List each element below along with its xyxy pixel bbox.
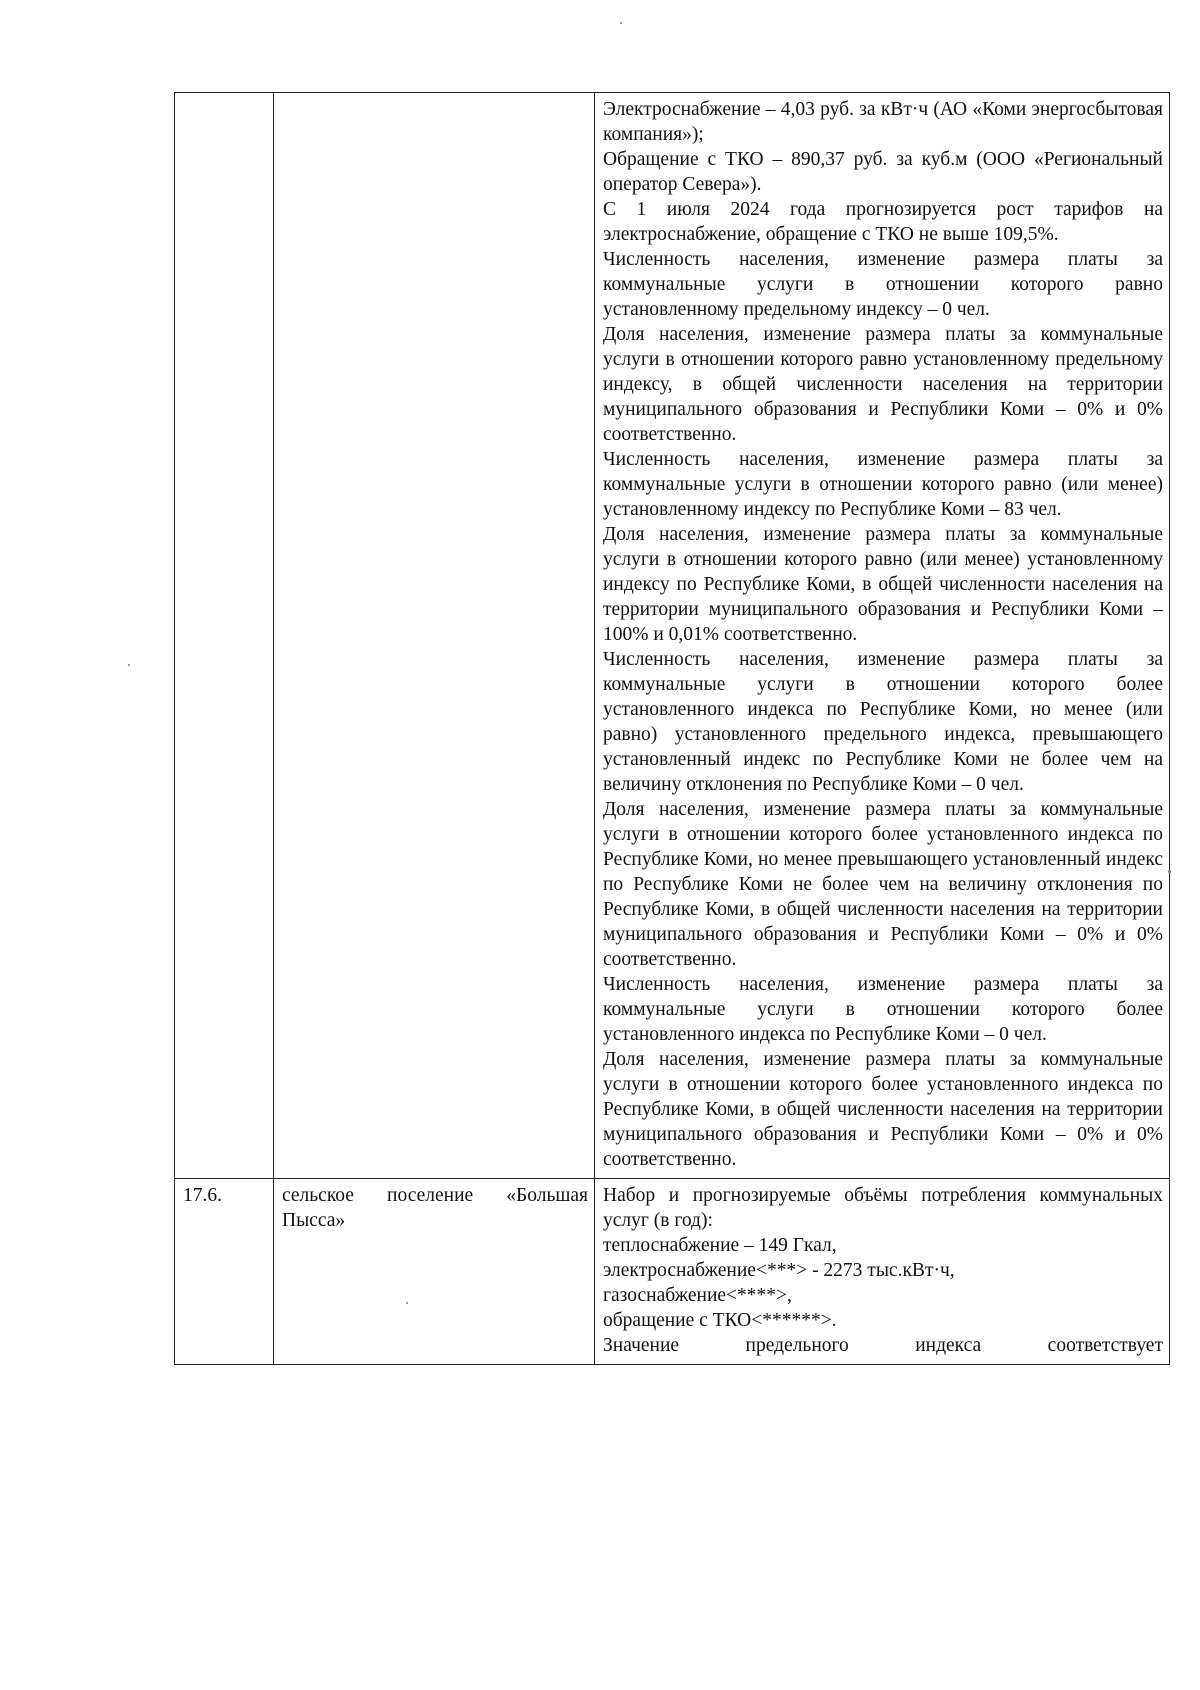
row-number-cell: 17.6. [175,1179,274,1365]
scan-speck [1168,870,1171,873]
table-row [175,1179,1170,1365]
line-heat-supply: теплоснабжение – 149 Гкал, [603,1235,837,1256]
settlement-name-cell [274,1179,595,1365]
paragraph-limit-index-value: Значение предельного индекса соответствует [603,1335,1163,1356]
paragraph-share-above-index: Доля населения, изменение размера платы за коммунальные услуги в отношении которого более установленного индекса по Республике Коми, но менее превышающего установленный индекс по Республике Коми не более чем на величину отклонения по Республике Коми, в общей численности населения на территории муниципального образования и Республики Коми – 0% и 0% соответственно. [603,799,1163,970]
line-electricity-supply: электроснабжение<***> - 2273 тыс.кВт·ч, [603,1260,955,1281]
settlement-name-cell [274,93,595,1179]
scan-speck [406,1302,408,1304]
paragraph-consumption-intro: Набор и прогнозируемые объёмы потребления коммунальных услуг (в год): [603,1185,1163,1231]
tariff-table [174,92,1170,1365]
scan-speck [620,22,622,24]
paragraph-share-above-komi: Доля населения, изменение размера платы за коммунальные услуги в отношении которого более установленного индекса по Республике Коми, в общей численности населения на территории муниципального образования и Республики Коми – 0% и 0% соответственно. [603,1049,1163,1170]
paragraph-share-komi-index: Доля населения, изменение размера платы за коммунальные услуги в отношении которого равно (или менее) установленному индексу по Республике Коми, в общей численности населения на территории муниципального образования и Республики Коми – 100% и 0,01% соответственно. [603,524,1163,645]
line-waste-handling: обращение с ТКО<******>. [603,1310,837,1331]
paragraph-population-above-index: Численность населения, изменение размера платы за коммунальные услуги в отношении которого более установленного индекса по Республике Коми, но менее (или равно) установленного предельного индекса, превышающего установленный индекс по Республике Коми не более чем на величину отклонения по Республике Коми – 0 чел. [603,649,1163,795]
paragraph-waste-tariff: Обращение с ТКО – 890,37 руб. за куб.м (ООО «Региональный оператор Севера»). [603,149,1163,195]
table-row [175,93,1170,1179]
description-cell [595,1179,1170,1365]
row-number-cell [175,93,274,1179]
paragraph-population-komi-index: Численность населения, изменение размера платы за коммунальные услуги в отношении которого равно (или менее) установленному индексу по Республике Коми – 83 чел. [603,449,1163,520]
paragraph-share-limit-index: Доля населения, изменение размера платы за коммунальные услуги в отношении которого равно установленному предельному индексу, в общей численности населения на территории муниципального образования и Республики Коми – 0% и 0% соответственно. [603,324,1163,445]
scan-speck [128,664,130,666]
paragraph-electricity-tariff: Электроснабжение – 4,03 руб. за кВт·ч (АО «Коми энергосбытовая компания»); [603,99,1163,145]
description-cell [595,93,1170,1179]
paragraph-population-above-komi: Численность населения, изменение размера платы за коммунальные услуги в отношении которого более установленного индекса по Республике Коми – 0 чел. [603,974,1163,1045]
settlement-name: сельское поселение «Большая Пысса» [282,1185,588,1231]
line-gas-supply: газоснабжение<****>, [603,1285,792,1306]
paragraph-population-limit-index: Численность населения, изменение размера платы за коммунальные услуги в отношении которого равно установленному предельному индексу – 0 чел. [603,249,1163,320]
paragraph-tariff-growth: С 1 июля 2024 года прогнозируется рост тарифов на электроснабжение, обращение с ТКО не выше 109,5%. [603,199,1163,245]
